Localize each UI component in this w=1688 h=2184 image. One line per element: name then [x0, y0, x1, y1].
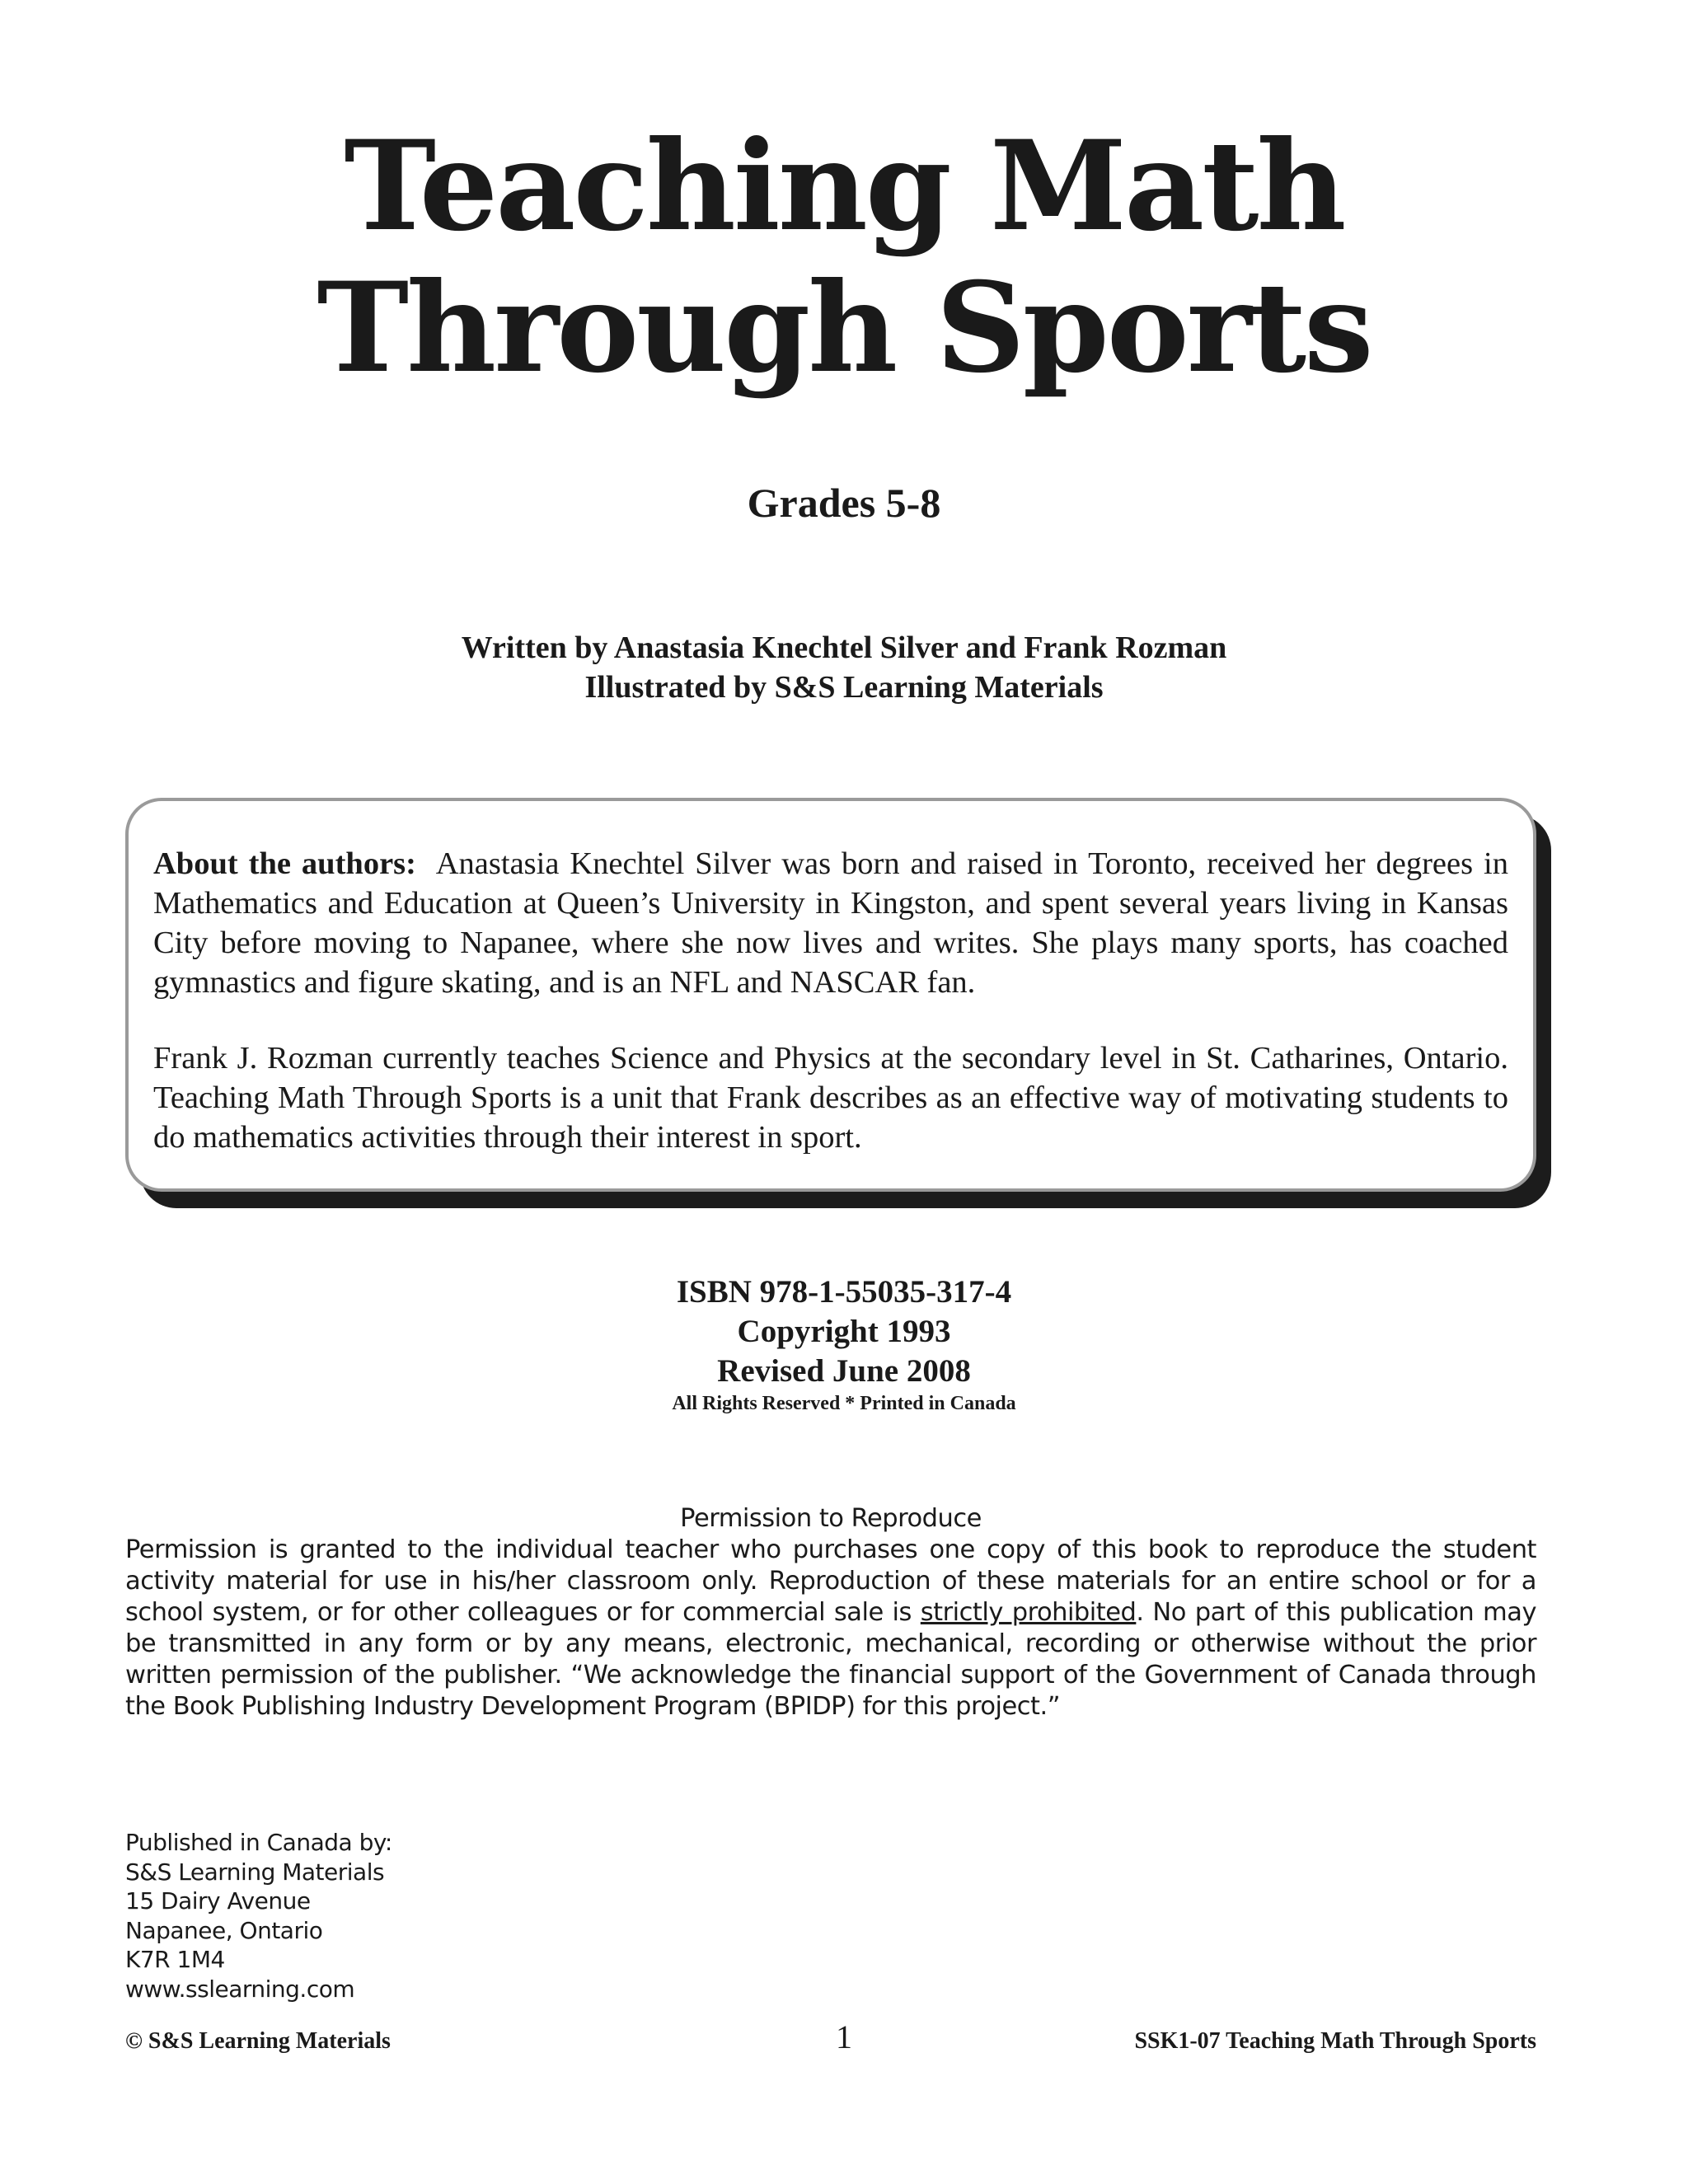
- grades-label: Grades 5-8: [747, 480, 941, 526]
- page-number: 1: [836, 2018, 852, 2055]
- revision-date: Revised June 2008: [717, 1353, 971, 1389]
- publisher-line: Napanee, Ontario: [125, 1916, 323, 1944]
- title-line-1: Teaching Math: [344, 114, 1344, 259]
- copyright: Copyright 1993: [737, 1314, 951, 1349]
- permission-emphasis: strictly prohibited: [920, 1598, 1137, 1627]
- permission-body: [125, 1535, 1536, 1722]
- author-credit: Written by Anastasia Knechtel Silver and Frank Rozman: [461, 630, 1227, 665]
- publication-info: [0, 1272, 1688, 1416]
- rights-notice: All Rights Reserved * Printed in Canada: [672, 1393, 1016, 1414]
- title-line-2: Through Sports: [316, 255, 1372, 401]
- about-paragraph-1: [153, 844, 1508, 1002]
- footer-copyright: © S&S Learning Materials: [125, 2028, 391, 2054]
- credits: [0, 628, 1688, 707]
- footer-book-code: SSK1-07 Teaching Math Through Sports: [1134, 2028, 1536, 2054]
- publisher-address: [125, 1828, 392, 2004]
- permission-text-start: Permission is granted to the individual teacher who purchases one copy of this book to reproduce the student activity material for use in his/her classroom only. Reproduction of these materials for an entire school or for a school system, or for other colleagues or for commercial sale is: [125, 1535, 1536, 1627]
- about-paragraph-2: [153, 1038, 1508, 1157]
- isbn: ISBN 978-1-55035-317-4: [676, 1274, 1012, 1310]
- permission-section: [125, 1503, 1536, 1722]
- about-heading: About the authors:: [153, 846, 416, 881]
- permission-title: Permission to Reproduce: [680, 1504, 982, 1533]
- publisher-line: Published in Canada by:: [125, 1829, 392, 1856]
- permission-text-end: . No part of this publication may be transmitted in any form or by any means, electronic, mechanical, recording or otherwise without the prior written permission of the publisher. “We acknowledge the financial support of the Government of Canada through the Book Publishing Industry Development Program (BPIDP) for this project.”: [125, 1598, 1537, 1721]
- page-title: [0, 115, 1688, 399]
- about-authors-box: [125, 798, 1536, 1192]
- about-text-1: Anastasia Knechtel Silver was born and raised in Toronto, received her degrees in Mathematics and Education at Queen’s University in Kingston, and spent several years living in Kansas City before moving to Napanee, where she now lives and writes. She plays many sports, has coached gymnastics and figure skating, and is an NFL and NASCAR fan.: [153, 846, 1508, 1000]
- illustrator-credit: Illustrated by S&S Learning Materials: [584, 670, 1104, 705]
- about-text-2: Frank J. Rozman currently teaches Science and Physics at the secondary level in St. Catharines, Ontario. Teaching Math Through Sports is a unit that Frank describes as an effective way of motivating students to do mathematics activities through their interest in sport.: [153, 1041, 1508, 1155]
- publisher-line: S&S Learning Materials: [125, 1858, 385, 1886]
- publisher-line: 15 Dairy Avenue: [125, 1887, 311, 1915]
- publisher-website: www.sslearning.com: [125, 1975, 355, 2003]
- publisher-line: K7R 1M4: [125, 1946, 225, 1973]
